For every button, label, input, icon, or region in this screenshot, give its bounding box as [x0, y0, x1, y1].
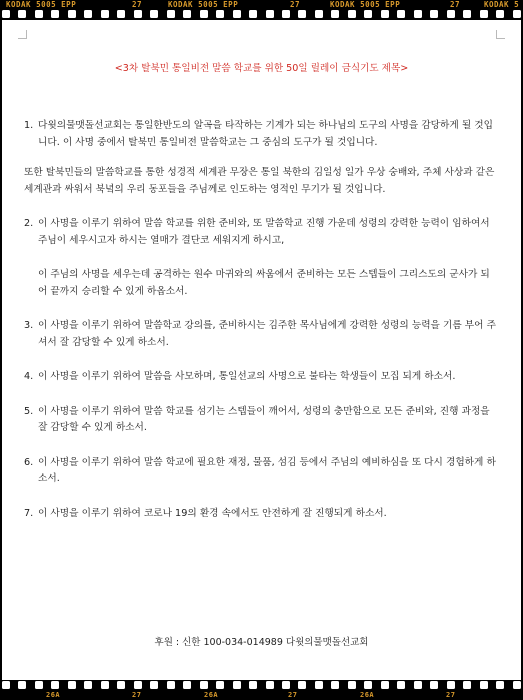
sprocket-hole: [496, 10, 504, 18]
document-title: <3차 탈북민 통일비전 말씀 학교를 위한 50일 릴레이 금식기도 제목>: [114, 63, 409, 74]
sprocket-hole: [463, 10, 471, 18]
sprocket-hole: [315, 10, 323, 18]
sprocket-hole: [117, 681, 125, 689]
sprocket-hole: [331, 10, 339, 18]
film-label: 26A: [46, 691, 61, 699]
sprocket-hole: [496, 681, 504, 689]
sprocket-hole: [381, 10, 389, 18]
sprocket-hole: [249, 10, 257, 18]
sprocket-hole: [463, 681, 471, 689]
sprocket-hole: [364, 10, 372, 18]
crop-mark-top-right: [496, 30, 505, 39]
film-label: 27: [450, 0, 461, 9]
item-number: 1.: [24, 120, 34, 131]
sprocket-hole: [298, 10, 306, 18]
prayer-item-4: [24, 369, 498, 386]
sprocket-hole: [414, 681, 422, 689]
sprocket-hole: [150, 10, 158, 18]
sprocket-holes-bottom: [0, 681, 523, 691]
sprocket-hole: [513, 681, 521, 689]
sprocket-hole: [430, 10, 438, 18]
film-strip-top: [0, 0, 523, 20]
item-text: 이 사명을 이루기 위하여 말씀을 사모하며, 통일선교의 사명으로 불타는 학생들이 모집 되게 하소서.: [38, 371, 456, 382]
prayer-item-7: [24, 506, 498, 523]
item-text: 또한 탈북민들의 말씀학교를 통한 성경적 세계관 무장은 통일 북한의 김일성 일가 우상 숭배와, 주체 사상과 같은 세계관과 싸워서 북녘의 우리 동포들을 주님께로 인도하는 영적인 무기가 될 것입니다.: [24, 167, 495, 195]
sprocket-hole: [513, 10, 521, 18]
sprocket-hole: [282, 10, 290, 18]
sprocket-hole: [51, 681, 59, 689]
prayer-item-1: [24, 118, 498, 151]
sprocket-hole: [233, 681, 241, 689]
sprocket-hole: [167, 681, 175, 689]
sprocket-hole: [480, 10, 488, 18]
sprocket-hole: [84, 10, 92, 18]
prayer-item-2-continued: [24, 267, 498, 300]
sprocket-hole: [68, 681, 76, 689]
sprocket-hole: [480, 681, 488, 689]
sprocket-hole: [18, 10, 26, 18]
crop-mark-top-left: [18, 30, 27, 39]
film-label: 27: [288, 691, 298, 699]
film-label: 27: [446, 691, 456, 699]
sprocket-hole: [397, 681, 405, 689]
item-text: 이 사명을 이루기 위하여 말씀 학교를 섬기는 스텝들이 깨어서, 성령의 충만함으로 모든 준비와, 진행 과정을 잘 감당할 수 있게 하소서.: [38, 405, 490, 433]
sprocket-hole: [134, 10, 142, 18]
sprocket-holes-top: [0, 10, 523, 20]
sprocket-hole: [35, 10, 43, 18]
film-strip-bottom: [0, 680, 523, 700]
sprocket-hole: [200, 681, 208, 689]
film-label: 27: [132, 691, 142, 699]
prayer-item-5: [24, 404, 498, 437]
sprocket-hole: [397, 10, 405, 18]
item-number: 5.: [24, 405, 34, 417]
prayer-item-6: [24, 455, 498, 488]
item-text: 이 주님의 사명을 세우는데 공격하는 원수 마귀와의 싸움에서 준비하는 모든 스텝들이 그리스도의 군사가 되어 끝까지 승리할 수 있게 하옵소서.: [38, 269, 490, 297]
sprocket-hole: [51, 10, 59, 18]
sprocket-hole: [414, 10, 422, 18]
sprocket-hole: [2, 681, 10, 689]
sprocket-hole: [315, 681, 323, 689]
film-label: 26A: [360, 691, 375, 699]
prayer-item-1-continued: [24, 165, 498, 198]
prayer-item-2: [24, 216, 498, 249]
film-edge-text-bottom: [0, 691, 523, 700]
film-label: KODAK 5005 EPP: [6, 0, 77, 9]
sprocket-hole: [216, 681, 224, 689]
film-label: KODAK 5: [484, 0, 520, 9]
sprocket-hole: [150, 681, 158, 689]
sprocket-hole: [282, 681, 290, 689]
donation-footer: 후원 : 신한 100-034-014989 다윗의물맷돌선교회: [154, 637, 369, 648]
film-edge-text-top: [0, 0, 523, 9]
item-number: 7.: [24, 507, 34, 519]
sprocket-hole: [183, 10, 191, 18]
sprocket-hole: [233, 10, 241, 18]
item-text: 다윗의물맷돌선교회는 통일한반도의 알곡을 타작하는 기계가 되는 하나님의 도구의 사명을 감당하게 될 것입니다. 이 사명 중에서 탈북민 통일비전 말씀학교는 그 중심의 도구가 될 것입니다.: [38, 120, 493, 148]
sprocket-hole: [117, 10, 125, 18]
film-label: 27: [132, 0, 143, 9]
sprocket-hole: [35, 681, 43, 689]
sprocket-hole: [249, 681, 257, 689]
film-label: 27: [290, 0, 301, 9]
item-text: 이 사명을 이루기 위하여 코로나 19의 환경 속에서도 안전하게 잘 진행되게 하소서.: [38, 507, 387, 519]
sprocket-hole: [84, 681, 92, 689]
sprocket-hole: [2, 10, 10, 18]
sprocket-hole: [200, 10, 208, 18]
item-number: 4.: [24, 371, 34, 382]
item-text: 이 사명을 이루기 위하여 말씀 학교에 필요한 재정, 물품, 섬김 등에서 주님의 예비하심을 또 다시 경험하게 하소서.: [38, 456, 496, 484]
film-label: 26A: [204, 691, 219, 699]
sprocket-hole: [183, 681, 191, 689]
item-number: 3.: [24, 320, 34, 331]
sprocket-hole: [101, 681, 109, 689]
film-label: KODAK 5005 EPP: [330, 0, 401, 9]
sprocket-hole: [331, 681, 339, 689]
sprocket-hole: [447, 10, 455, 18]
sprocket-hole: [348, 681, 356, 689]
sprocket-hole: [364, 681, 372, 689]
sprocket-hole: [348, 10, 356, 18]
prayer-list: [24, 118, 498, 522]
sprocket-hole: [266, 681, 274, 689]
sprocket-hole: [266, 10, 274, 18]
sprocket-hole: [68, 10, 76, 18]
sprocket-hole: [101, 10, 109, 18]
film-label: KODAK 5005 EPP: [168, 0, 239, 9]
sprocket-hole: [298, 681, 306, 689]
sprocket-hole: [18, 681, 26, 689]
sprocket-hole: [447, 681, 455, 689]
item-number: 2.: [24, 218, 34, 229]
prayer-item-3: [24, 318, 498, 351]
item-number: 6.: [24, 456, 34, 468]
item-text: 이 사명을 이루기 위하여 말씀 학교를 위한 준비와, 또 말씀학교 진행 가운데 성령의 강력한 능력이 임하여서 주님이 세우시고자 하시는 열매가 결단코 세워지게 하시고,: [38, 218, 490, 246]
item-text: 이 사명을 이루기 위하여 말씀학교 강의를, 준비하시는 김주한 목사님에게 강력한 성령의 능력을 기름 부어 주셔서 잘 감당할 수 있게 하소서.: [38, 320, 496, 348]
sprocket-hole: [381, 681, 389, 689]
document-page: [2, 20, 521, 680]
sprocket-hole: [134, 681, 142, 689]
sprocket-hole: [216, 10, 224, 18]
sprocket-hole: [430, 681, 438, 689]
sprocket-hole: [167, 10, 175, 18]
